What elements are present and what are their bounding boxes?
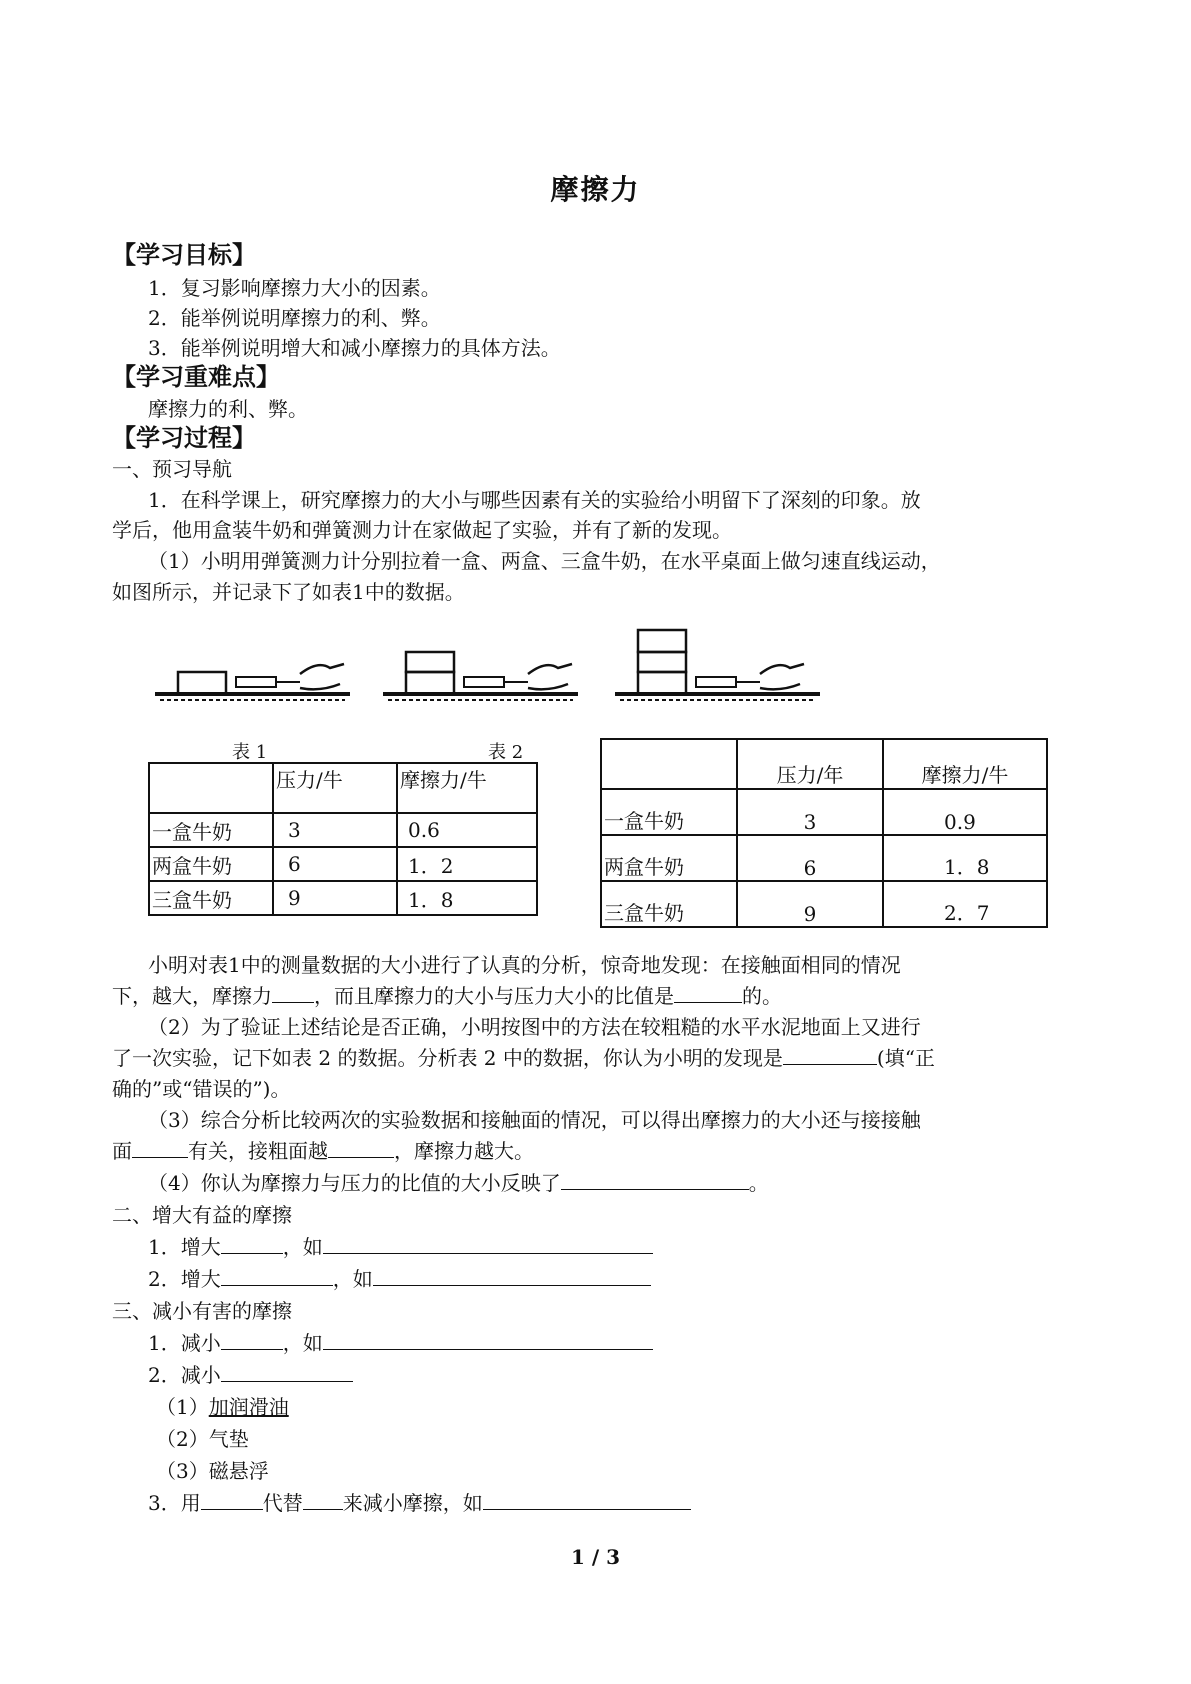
table-row (601, 835, 1047, 881)
objectives-heading: 【学习目标】 (112, 241, 256, 269)
table-row (601, 789, 1047, 835)
part3-subitem: （3）磁悬浮 (156, 1459, 269, 1483)
table1-cell: 1．2 (397, 847, 537, 881)
answer-blank[interactable] (303, 1489, 343, 1510)
objective-item: 3．能举例说明增大和减小摩擦力的具体方法。 (148, 336, 561, 360)
experiment-illustration (150, 622, 830, 714)
answer-blank[interactable] (483, 1489, 691, 1510)
table2-cell: 1．8 (883, 835, 1047, 881)
table2-cell: 6 (737, 835, 883, 881)
table1-caption: 表 1 (232, 742, 268, 763)
part3-subitem: （2）气垫 (156, 1427, 249, 1451)
part3-subitem: （1）加润滑油 (156, 1395, 289, 1419)
setup-one-box (155, 664, 350, 700)
table2-header-cell (601, 739, 737, 789)
answer-blank[interactable] (272, 982, 314, 1003)
table2 (600, 738, 1048, 928)
part3-item: 3．用 代替 来减小摩擦，如 (148, 1487, 691, 1516)
setup-three-boxes (615, 630, 820, 700)
answer-blank[interactable] (373, 1265, 651, 1286)
table2-caption: 表 2 (488, 742, 524, 763)
table1-header-cell (149, 763, 273, 813)
table1-header-cell: 摩擦力/牛 (397, 763, 537, 813)
answer-blank[interactable] (132, 1137, 188, 1158)
part1-paragraph-line: 1．在科学课上，研究摩擦力的大小与哪些因素有关的实验给小明留下了深刻的印象。放 (148, 488, 921, 512)
answer-blank[interactable] (674, 982, 742, 1003)
question2-line: 确的”或“错误的”)。 (112, 1077, 291, 1101)
table2-header-cell: 压力/年 (737, 739, 883, 789)
table1-cell: 6 (273, 847, 397, 881)
part1-heading: 一、预习导航 (112, 457, 232, 481)
key-points-heading: 【学习重难点】 (112, 363, 280, 391)
part2-heading: 二、增大有益的摩擦 (112, 1203, 292, 1227)
answer-blank[interactable] (323, 1233, 653, 1254)
process-heading: 【学习过程】 (112, 424, 256, 452)
objective-item: 2．能举例说明摩擦力的利、弊。 (148, 306, 441, 330)
table1-cell: 1．8 (397, 881, 537, 915)
question1-line: 如图所示，并记录下了如表1中的数据。 (112, 580, 465, 604)
table2-cell: 2．7 (883, 881, 1047, 927)
table2-cell: 两盒牛奶 (601, 835, 737, 881)
table2-header-cell: 摩擦力/牛 (883, 739, 1047, 789)
part1-paragraph-line: 学后，他用盒装牛奶和弹簧测力计在家做起了实验，并有了新的发现。 (112, 518, 732, 542)
question2-line: （2）为了验证上述结论是否正确，小明按图中的方法在较粗糙的水平水泥地面上又进行 (148, 1015, 921, 1039)
table2-cell: 三盒牛奶 (601, 881, 737, 927)
question1-line: （1）小明用弹簧测力计分别拉着一盒、两盒、三盒牛奶，在水平桌面上做匀速直线运动， (148, 549, 941, 573)
answer-blank[interactable] (221, 1233, 283, 1254)
table2-cell: 0.9 (883, 789, 1047, 835)
page-title: 摩擦力 (550, 173, 641, 206)
question4-line: （4）你认为摩擦力与压力的比值的大小反映了 。 (148, 1171, 769, 1195)
answer-blank[interactable] (561, 1169, 749, 1190)
table1-header-cell: 压力/牛 (273, 763, 397, 813)
key-points-text: 摩擦力的利、弊。 (148, 397, 308, 421)
table-row (149, 847, 537, 881)
table1-cell: 一盒牛奶 (149, 813, 273, 847)
answer-blank[interactable] (201, 1489, 263, 1510)
analysis-line: 下，越大，摩擦力 ，而且摩擦力的大小与压力大小的比值是 的。 (112, 984, 782, 1008)
answer-blank[interactable] (221, 1329, 283, 1350)
table1-cell: 9 (273, 881, 397, 915)
table1-cell: 三盒牛奶 (149, 881, 273, 915)
answer-blank[interactable] (783, 1044, 877, 1065)
part2-item: 2．增大 ，如 (148, 1263, 651, 1292)
page-number: 1 / 3 (570, 1545, 621, 1569)
table2-cell: 3 (737, 789, 883, 835)
table1-cell: 两盒牛奶 (149, 847, 273, 881)
table-row (601, 881, 1047, 927)
answer-blank[interactable] (328, 1137, 394, 1158)
table-row (149, 813, 537, 847)
part2-item: 1．增大 ，如 (148, 1231, 653, 1260)
answer-blank[interactable] (221, 1265, 333, 1286)
table1-cell: 3 (273, 813, 397, 847)
table2-cell: 9 (737, 881, 883, 927)
part3-item: 2．减小 (148, 1359, 353, 1388)
analysis-line: 小明对表1中的测量数据的大小进行了认真的分析，惊奇地发现：在接触面相同的情况 (148, 953, 901, 977)
part3-heading: 三、减小有害的摩擦 (112, 1299, 292, 1323)
table1-cell: 0.6 (397, 813, 537, 847)
question3-line: （3）综合分析比较两次的实验数据和接触面的情况，可以得出摩擦力的大小还与接接触 (148, 1108, 921, 1132)
setup-two-boxes (383, 652, 578, 700)
answer-blank[interactable] (221, 1361, 353, 1382)
question2-line: 了一次实验，记下如表 2 的数据。分析表 2 中的数据，你认为小明的发现是 (填“正 (112, 1046, 935, 1070)
part3-item: 1．减小 ，如 (148, 1327, 653, 1356)
table2-cell: 一盒牛奶 (601, 789, 737, 835)
table-row (149, 881, 537, 915)
question3-line: 面 有关，接粗面越 ，摩擦力越大。 (112, 1139, 534, 1163)
objective-item: 1．复习影响摩擦力大小的因素。 (148, 276, 441, 300)
table1 (148, 762, 538, 916)
answer-blank[interactable] (323, 1329, 653, 1350)
